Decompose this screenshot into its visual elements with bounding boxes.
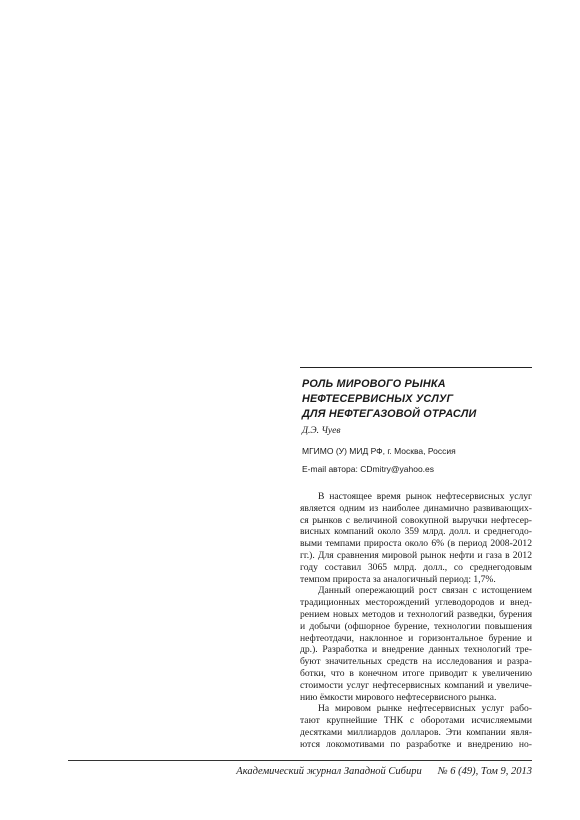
text-line: др.). Разработка и внедрение данных технологий тре- <box>300 644 532 656</box>
issue-info: № 6 (49), Том 9, 2013 <box>437 766 532 777</box>
text-line: буют значительных средств на исследования и разра- <box>300 656 532 668</box>
text-line: является одним из наиболее динамично развивающих- <box>300 502 532 514</box>
text-line: тают крупнейшие ТНК с оборотами исчисляемыми <box>300 715 532 727</box>
paragraph <box>300 585 532 703</box>
text-line: году составил 3065 млрд. долл., со среднегодовым <box>300 561 532 573</box>
text-line: висных компаний около 359 млрд. долл. и среднегодо- <box>300 526 532 538</box>
author-affiliation: МГИМО (У) МИД РФ, г. Москва, Россия <box>302 446 456 456</box>
article-title <box>302 377 534 422</box>
text-line: традиционных месторождений углеводородов и внед- <box>300 597 532 609</box>
text-line: Данный опережающий рост связан с истощением <box>318 585 532 597</box>
paragraph <box>300 703 532 750</box>
text-line: гг.). Для сравнения мировой рынок нефти и газа в 2012 <box>300 549 532 561</box>
text-line: В настоящее время рынок нефтесервисных услуг <box>318 491 532 502</box>
title-line: ДЛЯ НЕФТЕГАЗОВОЙ ОТРАСЛИ <box>302 408 477 420</box>
text-line: нефтеотдачи, наклонное и горизонтальное бурение и <box>300 632 532 644</box>
page-footer <box>200 765 532 778</box>
text-line: стоимости услуг нефтесервисных компаний и увеличе- <box>300 679 532 691</box>
text-line: темпом прироста за аналогичный период: 1,7%. <box>300 573 496 585</box>
footer-rule <box>68 760 532 761</box>
text-line: выми темпами прироста около 6% (в период 2008-2012 <box>300 538 532 550</box>
author-email: E-mail автора: CDmitry@yahoo.es <box>302 464 435 474</box>
title-rule <box>300 367 532 368</box>
text-line: и добычи (офшорное бурение, технологии повышения <box>300 620 532 632</box>
text-line: ботки, что в конечном итоге приводит к увеличению <box>300 667 532 679</box>
text-line: ся рынков с величиной совокупной выручки нефтесер- <box>300 514 532 526</box>
paragraph <box>300 491 532 585</box>
title-line: РОЛЬ МИРОВОГО РЫНКА <box>302 378 446 390</box>
text-line: ются локомотивами по разработке и внедрению но- <box>300 738 532 750</box>
text-line: На мировом рынке нефтесервисных услуг рабо- <box>318 703 532 715</box>
title-line: НЕФТЕСЕРВИСНЫХ УСЛУГ <box>302 393 454 405</box>
text-line: десятками миллиардов долларов. Эти компании явля- <box>300 726 532 738</box>
author-name: Д.Э. Чуев <box>302 426 341 436</box>
text-line: нию ёмкости мирового нефтесервисного рынка. <box>300 691 497 703</box>
text-line: рением новых методов и технологий разведки, бурения <box>300 608 532 620</box>
article-body <box>300 491 532 751</box>
journal-name: Академический журнал Западной Сибири <box>236 766 422 777</box>
